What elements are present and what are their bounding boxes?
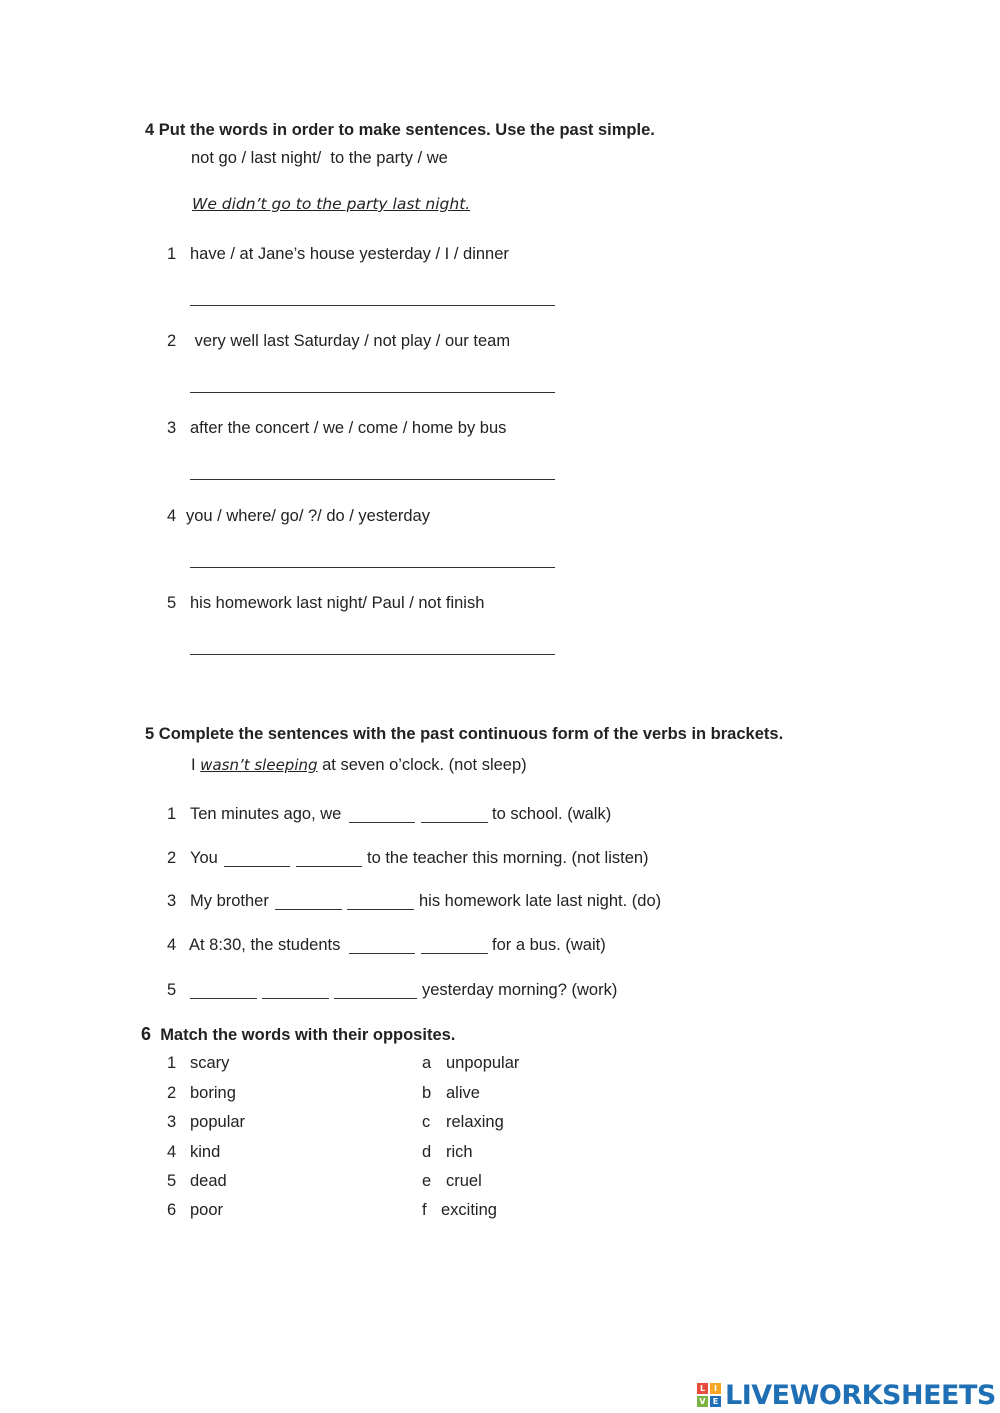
s5-item-number: 4 — [167, 936, 177, 954]
match-right-word: cruel — [446, 1172, 482, 1190]
logo-text: LIVEWORKSHEETS — [725, 1379, 996, 1411]
match-left-word: kind — [190, 1143, 221, 1161]
section-5-example-answer: wasn’t sleeping — [200, 756, 318, 774]
s5-item-text: You — [190, 849, 218, 867]
blank-line[interactable] — [190, 998, 257, 999]
match-left-word: boring — [190, 1084, 236, 1102]
match-left-word: dead — [190, 1172, 227, 1190]
s4-item-number: 3 — [167, 419, 177, 437]
s4-item-prompt: have / at Jane’s house yesterday / I / dinner — [190, 245, 509, 263]
logo-mark-icon: L I V E — [697, 1383, 721, 1407]
section-5-example: I wasn’t sleeping at seven o’clock. (not sleep) — [191, 756, 527, 774]
s5-item-text: Ten minutes ago, we — [190, 805, 342, 823]
answer-line[interactable] — [190, 654, 555, 655]
match-left-word: poor — [190, 1201, 224, 1219]
blank-line[interactable] — [347, 909, 414, 910]
blank-line[interactable] — [349, 822, 415, 823]
s5-item-text-end: to the teacher this morning. (not listen) — [367, 849, 649, 867]
blank-line[interactable] — [224, 866, 290, 867]
match-right-word: rich — [446, 1143, 473, 1161]
answer-line[interactable] — [190, 305, 555, 306]
match-right-word: exciting — [441, 1201, 497, 1219]
match-right-letter: a — [422, 1054, 432, 1072]
match-right-word: alive — [446, 1084, 480, 1102]
blank-line[interactable] — [262, 998, 329, 999]
s4-item-number: 1 — [167, 245, 177, 263]
s5-item-number: 5 — [167, 981, 177, 999]
answer-line[interactable] — [190, 567, 555, 568]
section-4-example-prompt: not go / last night/ to the party / we — [191, 149, 448, 167]
s5-item-text-end: to school. (walk) — [492, 805, 612, 823]
s5-item-text: My brother — [190, 892, 269, 910]
section-6-heading: 6 Match the words with their opposites. — [141, 1024, 456, 1044]
match-right-letter: e — [422, 1172, 432, 1190]
match-left-number: 2 — [167, 1084, 177, 1102]
s5-item-text-end: for a bus. (wait) — [492, 936, 606, 954]
answer-line[interactable] — [190, 392, 555, 393]
s5-item-text-end: his homework late last night. (do) — [419, 892, 662, 910]
match-right-word: relaxing — [446, 1113, 504, 1131]
match-left-word: popular — [190, 1113, 246, 1131]
section-4-heading: 4 Put the words in order to make sentences. Use the past simple. — [145, 121, 655, 139]
match-left-number: 1 — [167, 1054, 177, 1072]
s4-item-number: 5 — [167, 594, 177, 612]
match-left-number: 6 — [167, 1201, 177, 1219]
match-right-letter: f — [422, 1201, 427, 1219]
blank-line[interactable] — [349, 953, 415, 954]
match-left-word: scary — [190, 1054, 230, 1072]
liveworksheets-logo[interactable] — [697, 1377, 996, 1413]
match-right-letter: b — [422, 1084, 432, 1102]
s5-item-number: 3 — [167, 892, 177, 910]
s5-item-number: 2 — [167, 849, 177, 867]
match-left-number: 3 — [167, 1113, 177, 1131]
section-5-heading: 5 Complete the sentences with the past continuous form of the verbs in brackets. — [145, 725, 784, 743]
s4-item-prompt: his homework last night/ Paul / not finish — [190, 594, 485, 612]
s5-item-text: At 8:30, the students — [189, 936, 341, 954]
blank-line[interactable] — [334, 998, 417, 999]
s4-item-prompt: you / where/ go/ ?/ do / yesterday — [186, 507, 430, 525]
blank-line[interactable] — [296, 866, 362, 867]
s4-item-number: 2 — [167, 332, 177, 350]
s4-item-prompt: very well last Saturday / not play / our team — [190, 332, 511, 350]
blank-line[interactable] — [421, 822, 488, 823]
blank-line[interactable] — [275, 909, 342, 910]
match-right-word: unpopular — [446, 1054, 520, 1072]
match-right-letter: c — [422, 1113, 431, 1131]
match-right-letter: d — [422, 1143, 432, 1161]
blank-line[interactable] — [421, 953, 488, 954]
match-left-number: 4 — [167, 1143, 177, 1161]
s5-item-text-end: yesterday morning? (work) — [422, 981, 618, 999]
s4-item-prompt: after the concert / we / come / home by bus — [190, 419, 507, 437]
match-left-number: 5 — [167, 1172, 177, 1190]
section-4-example-answer: We didn’t go to the party last night. — [192, 195, 471, 213]
s4-item-number: 4 — [167, 507, 177, 525]
answer-line[interactable] — [190, 479, 555, 480]
s5-item-number: 1 — [167, 805, 177, 823]
